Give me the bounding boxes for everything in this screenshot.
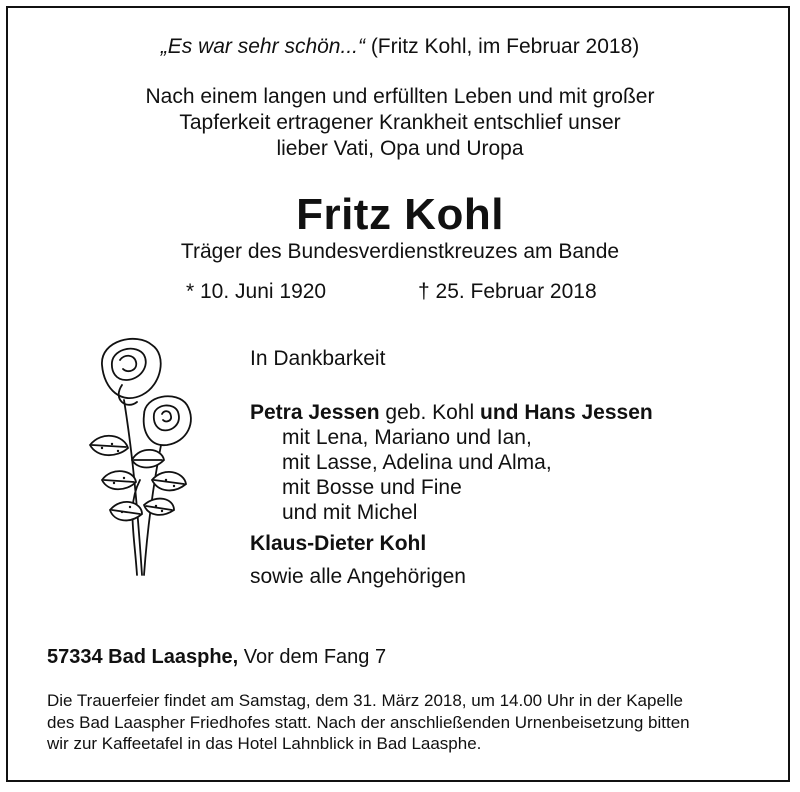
birth-date: * 10. Juni 1920 <box>186 280 327 303</box>
children-line-1: mit Lena, Mariano und Ian, <box>282 426 532 449</box>
children-line-2: mit Lasse, Adelina und Alma, <box>282 451 552 474</box>
quote-attribution: (Fritz Kohl, im Februar 2018) <box>364 35 640 58</box>
address-city: 57334 Bad Laasphe, <box>47 646 239 668</box>
quote-text: „Es war sehr schön...“ <box>160 35 365 58</box>
other-relatives: sowie alle Angehörigen <box>250 565 466 588</box>
intro-line-2: Tapferkeit ertragener Krankheit entschlief unser <box>179 111 621 134</box>
notice-line-1: Die Trauerfeier findet am Samstag, dem 31. März 2018, um 14.00 Uhr in der Kapelle <box>47 691 683 710</box>
mourners-list <box>250 400 653 589</box>
second-mourner-name: Klaus-Dieter Kohl <box>250 532 427 555</box>
intro-line-3: lieber Vati, Opa und Uropa <box>276 137 524 160</box>
deceased-honor: Träger des Bundesverdienstkreuzes am Bande <box>180 240 620 263</box>
deceased-name: Fritz Kohl <box>296 190 504 239</box>
intro-line-1: Nach einem langen und erfüllten Leben und mit großer <box>145 85 655 108</box>
address-street: Vor dem Fang 7 <box>238 646 387 668</box>
notice-line-3: wir zur Kaffeetafel in das Hotel Lahnblick in Bad Laasphe. <box>47 734 482 753</box>
intro-text <box>0 84 800 162</box>
first-mourner-partner: und Hans Jessen <box>480 401 653 424</box>
death-date: † 25. Februar 2018 <box>418 280 597 303</box>
notice-line-2: des Bad Laaspher Friedhofes statt. Nach der anschließenden Urnenbeisetzung bitten <box>47 712 690 732</box>
rose-icon <box>82 330 212 585</box>
address-line <box>47 646 386 669</box>
first-mourner-name: Petra Jessen <box>250 401 380 424</box>
first-mourner-maiden: geb. Kohl <box>379 401 480 424</box>
thanks-line: In Dankbarkeit <box>250 347 386 370</box>
first-mourner-line <box>250 400 653 425</box>
children-line-4: und mit Michel <box>282 501 418 524</box>
quote-line <box>0 35 800 59</box>
funeral-notice <box>47 690 767 755</box>
children-line-3: mit Bosse und Fine <box>282 476 462 499</box>
